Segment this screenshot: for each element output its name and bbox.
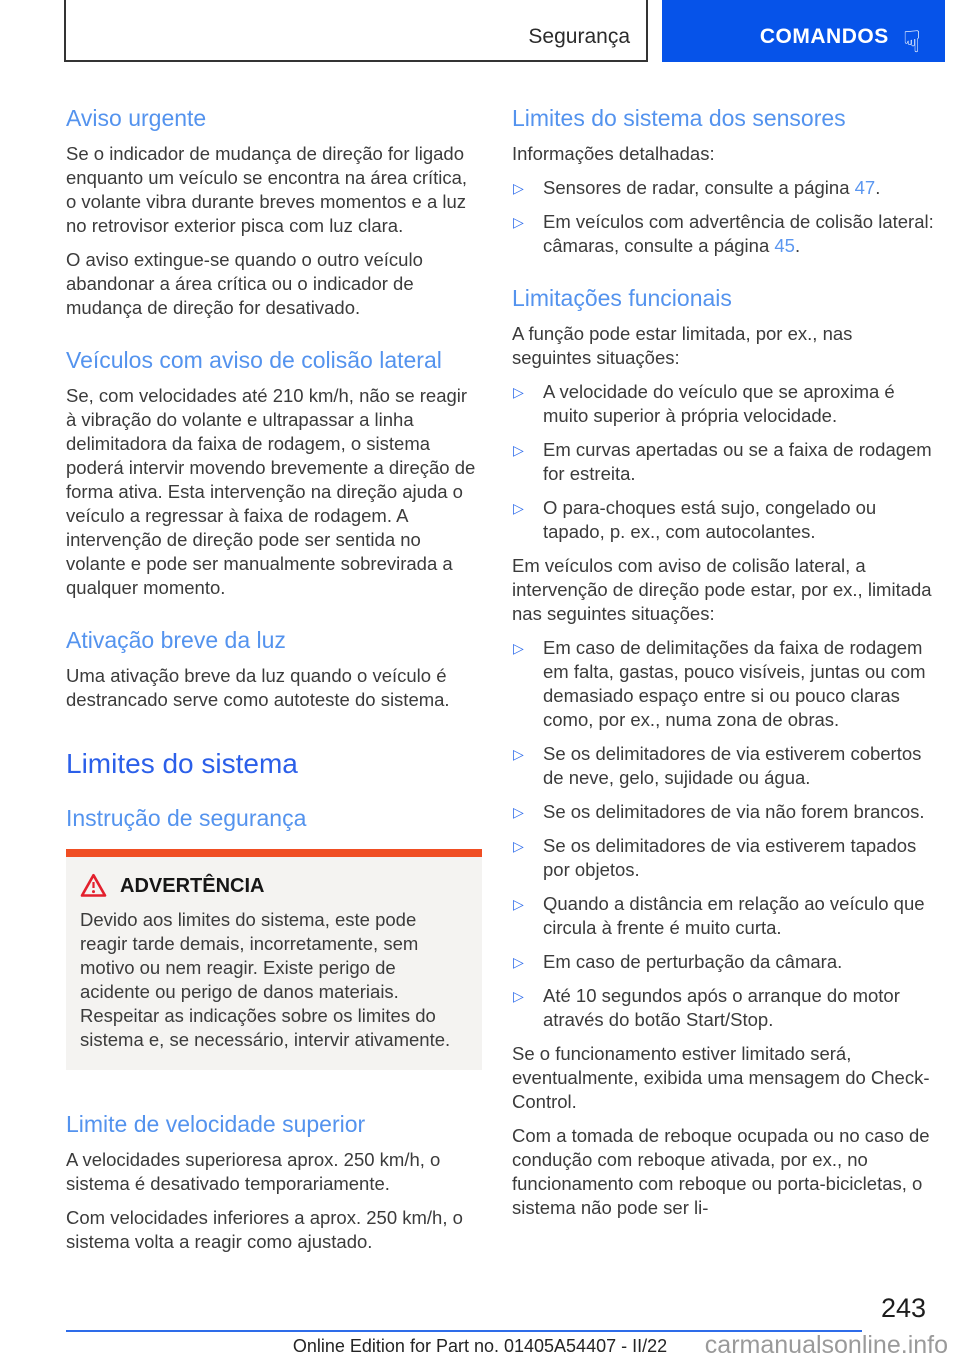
list-item <box>512 636 934 732</box>
hand-pointer-icon: ☟ <box>902 26 921 59</box>
list-item-text: Em curvas apertadas ou se a faixa de rodagem for estreita. <box>543 439 932 484</box>
heading-limitacoes-funcionais: Limitações funcionais <box>512 285 732 311</box>
triangle-bullet-icon: ▷ <box>513 988 524 1004</box>
paragraph: Com velocidades inferiores a aprox. 250 km/h, o sistema volta a reagir como ajustado. <box>66 1207 463 1252</box>
paragraph: A velocidades superioresa aprox. 250 km/h, o sistema é desativado temporariamente. <box>66 1149 441 1194</box>
list-item-text: O para-choques está sujo, congelado ou tapado, p. ex., com autocolantes. <box>543 497 877 542</box>
triangle-bullet-icon: ▷ <box>513 180 524 196</box>
list-item-text: Em caso de delimitações da faixa de rodagem em falta, gastas, pouco visíveis, juntas ou com demasiado espaço entre si ou pouco claras como, por ex., numa zona de obras. <box>543 637 926 730</box>
watermark: carmanualsonline.info <box>704 1331 948 1359</box>
list-item <box>512 950 934 974</box>
paragraph: Em veículos com aviso de colisão lateral, a intervenção de direção pode estar, por ex., limitada nas seguintes situações: <box>512 555 932 624</box>
list-item <box>512 800 934 824</box>
list-item-text: Se os delimitadores de via não forem brancos. <box>543 801 925 822</box>
list-item-text-pre: Sensores de radar, consulte a página <box>543 177 855 198</box>
paragraph: Informações detalhadas: <box>512 143 715 164</box>
intervencao-list <box>512 636 934 1032</box>
triangle-bullet-icon: ▷ <box>513 804 524 820</box>
list-item <box>512 438 934 486</box>
list-item-text-post: . <box>875 177 881 198</box>
list-item <box>512 380 934 428</box>
paragraph: A função pode estar limitada, por ex., nas seguintes situações: <box>512 323 853 368</box>
list-item-text: Quando a distância em relação ao veículo que circula à frente é muito curta. <box>543 893 925 938</box>
paragraph: Com a tomada de reboque ocupada ou no caso de condução com reboque ativada, por ex., no funcionamento com reboque ou porta-bicicletas, o sistema não pode ser li- <box>512 1125 930 1218</box>
triangle-bullet-icon: ▷ <box>513 838 524 854</box>
paragraph: Uma ativação breve da luz quando o veículo é destrancado serve como autoteste do sistema. <box>66 665 450 710</box>
triangle-bullet-icon: ▷ <box>513 384 524 400</box>
paragraph: Se, com velocidades até 210 km/h, não se reagir à vibração do volante e ultrapassar a linha delimitadora da faixa de rodagem, o sistema poderá intervir movendo brevemente a direção de forma ativa. Esta intervenção na direção ajuda o veículo a regressar à faixa de rodagem. A intervenção de direção pode ser sentida no volante e pode ser manualmente sobrevirada a qualquer momento. <box>66 385 476 598</box>
heading-aviso-urgente: Aviso urgente <box>66 105 207 131</box>
list-item-text: Em caso de perturbação da câmara. <box>543 951 843 972</box>
edition-note: Online Edition for Part no. 01405A54407 - II/22 <box>292 1336 668 1356</box>
paragraph: O aviso extingue-se quando o outro veículo abandonar a área crítica ou o indicador de mudança de direção for desativado. <box>66 249 423 318</box>
list-item <box>512 176 934 200</box>
info-list <box>512 176 934 258</box>
page-link-47[interactable]: 47 <box>854 177 876 198</box>
section-label: Segurança <box>528 25 630 48</box>
heading-limite-velocidade-superior: Limite de velocidade superior <box>66 1111 366 1137</box>
page-link-45[interactable]: 45 <box>774 235 795 256</box>
list-item <box>512 496 934 544</box>
list-item <box>512 210 934 258</box>
warning-text: Devido aos limites do sistema, este pode reagir tarde demais, incorretamente, sem motivo ou nem reagir. Existe perigo de acidente ou perigo de danos materiais. Respeitar as indicações sobre os limites do sistema e, se necessário, intervir ativamente. <box>80 909 451 1050</box>
list-item-text: Até 10 segundos após o arranque do motor através do botão Start/Stop. <box>543 985 900 1030</box>
warning-title: ADVERTÊNCIA <box>120 874 265 897</box>
warning-title-row <box>80 873 466 898</box>
chapter-tab-label: COMANDOS <box>759 25 889 48</box>
triangle-bullet-icon: ▷ <box>513 954 524 970</box>
list-item <box>512 984 934 1032</box>
paragraph: Se o indicador de mudança de direção for ligado enquanto um veículo se encontra na área crítica, o volante vibra durante breves momentos e a luz no retrovisor exterior pisca com luz clara. <box>66 143 468 236</box>
heading-limites-sensores: Limites do sistema dos sensores <box>512 105 846 131</box>
triangle-bullet-icon: ▷ <box>513 500 524 516</box>
list-item <box>512 892 934 940</box>
warning-box <box>66 849 482 1070</box>
heading-instrucao-seguranca: Instrução de segurança <box>66 805 307 831</box>
list-item-text: Se os delimitadores de via estiverem cobertos de neve, gelo, sujidade ou água. <box>543 743 922 788</box>
list-item <box>512 834 934 882</box>
list-item-text: Se os delimitadores de via estiverem tapados por objetos. <box>543 835 917 880</box>
triangle-bullet-icon: ▷ <box>513 640 524 656</box>
triangle-bullet-icon: ▷ <box>513 896 524 912</box>
list-item-text-post: . <box>794 235 801 256</box>
running-header-box <box>64 0 648 62</box>
warning-accent-bar <box>66 849 482 857</box>
left-column <box>66 104 482 1264</box>
heading-veiculos-colisao-lateral: Veículos com aviso de colisão lateral <box>66 347 442 373</box>
warning-body <box>66 857 482 1070</box>
page-number: 243 <box>880 1293 926 1323</box>
list-item-text <box>543 210 934 258</box>
list-item <box>512 742 934 790</box>
paragraph: Se o funcionamento estiver limitado será, eventualmente, exibida uma mensagem do Check-Control. <box>512 1043 930 1112</box>
list-item-text-pre: Em veículos com advertência de colisão lateral: câmaras, consulte a página <box>543 211 934 256</box>
funcao-list <box>512 380 934 544</box>
triangle-bullet-icon: ▷ <box>513 442 524 458</box>
heading-limites-do-sistema: Limites do sistema <box>66 748 298 779</box>
warning-triangle-icon <box>80 873 107 898</box>
triangle-bullet-icon: ▷ <box>513 214 524 230</box>
list-item-text <box>543 176 934 200</box>
chapter-tab[interactable] <box>662 0 945 62</box>
triangle-bullet-icon: ▷ <box>513 746 524 762</box>
heading-ativacao-breve-luz: Ativação breve da luz <box>66 627 286 653</box>
list-item-text: A velocidade do veículo que se aproxima é muito superior à própria velocidade. <box>543 381 895 426</box>
right-column <box>512 104 934 1230</box>
